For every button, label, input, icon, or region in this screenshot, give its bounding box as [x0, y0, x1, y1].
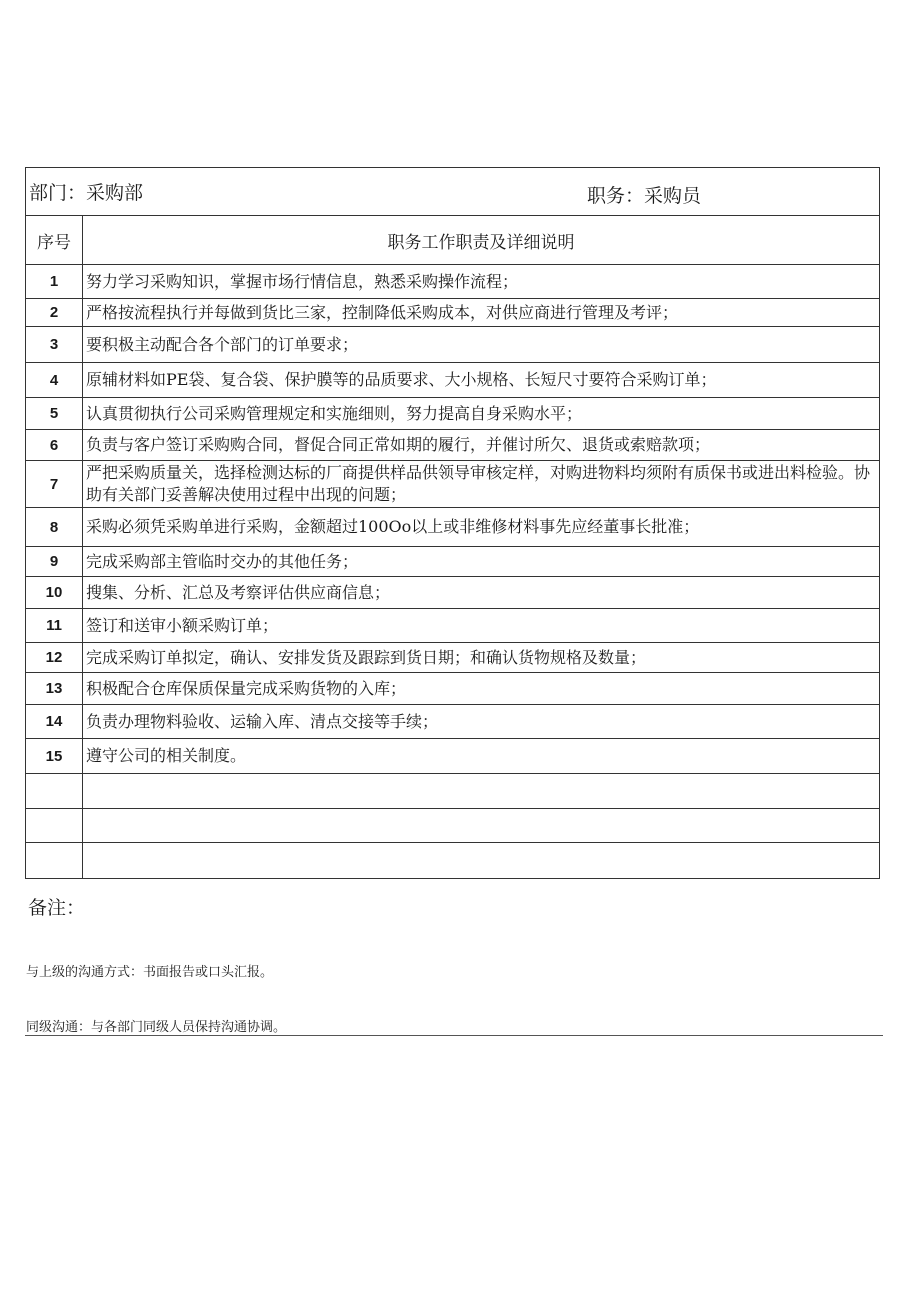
row-number: 4 [26, 363, 83, 398]
row-number: 2 [26, 299, 83, 327]
table-row [26, 398, 880, 430]
empty-row [26, 843, 880, 879]
remarks-label: 备注： [28, 897, 86, 919]
department-label: 部门：采购部 [26, 168, 880, 216]
row-text: 负责与客户签订采购购合同，督促合同正常如期的履行，并催讨所欠、退货或索赔款项； [83, 430, 880, 461]
table-row [26, 739, 880, 774]
empty-cell [83, 843, 880, 879]
row-text: 遵守公司的相关制度。 [83, 739, 880, 774]
table-row [26, 265, 880, 299]
row-number: 14 [26, 705, 83, 739]
position-label: 职务：采购员 [587, 185, 702, 207]
empty-row [26, 809, 880, 843]
row-text: 搜集、分析、汇总及考察评估供应商信息； [83, 577, 880, 609]
row-number: 8 [26, 508, 83, 547]
duties-table [25, 167, 880, 879]
empty-cell [26, 774, 83, 809]
row-text: 严把采购质量关，选择检测达标的厂商提供样品供领导审核定样，对购进物料均须附有质保书或进出料检验。协助有关部门妥善解决使用过程中出现的问题； [83, 461, 880, 508]
row-number: 3 [26, 327, 83, 363]
table-row [26, 673, 880, 705]
table-row [26, 299, 880, 327]
table-row [26, 705, 880, 739]
table-row [26, 327, 880, 363]
row-number: 7 [26, 461, 83, 508]
index-column-header: 序号 [26, 216, 83, 265]
empty-cell [83, 809, 880, 843]
row-text: 采购必须凭采购单进行采购，金额超过100Oo以上或非维修材料事先应经董事长批准； [83, 508, 880, 547]
table-row [26, 461, 880, 508]
column-header-row [26, 216, 880, 265]
table-row [26, 430, 880, 461]
row-number: 11 [26, 609, 83, 643]
header-row [26, 168, 880, 216]
row-number: 12 [26, 643, 83, 673]
row-text: 积极配合仓库保质保量完成采购货物的入库； [83, 673, 880, 705]
table-row [26, 363, 880, 398]
row-text: 原辅材料如PE袋、复合袋、保护膜等的品质要求、大小规格、长短尺寸要符合采购订单； [83, 363, 880, 398]
row-number: 1 [26, 265, 83, 299]
empty-row [26, 774, 880, 809]
row-number: 10 [26, 577, 83, 609]
row-text: 完成采购部主管临时交办的其他任务； [83, 547, 880, 577]
row-text: 签订和送审小额采购订单； [83, 609, 880, 643]
row-text: 努力学习采购知识，掌握市场行情信息，熟悉采购操作流程； [83, 265, 880, 299]
table-row [26, 508, 880, 547]
empty-cell [26, 809, 83, 843]
table-row [26, 547, 880, 577]
divider-line [25, 1035, 883, 1036]
description-column-header: 职务工作职责及详细说明 [83, 216, 880, 265]
row-number: 5 [26, 398, 83, 430]
table-row [26, 609, 880, 643]
empty-cell [83, 774, 880, 809]
row-number: 6 [26, 430, 83, 461]
row-text: 完成采购订单拟定，确认、安排发货及跟踪到货日期；和确认货物规格及数量； [83, 643, 880, 673]
table-row [26, 577, 880, 609]
row-number: 15 [26, 739, 83, 774]
table-row [26, 643, 880, 673]
empty-cell [26, 843, 83, 879]
row-number: 9 [26, 547, 83, 577]
row-text: 严格按流程执行并每做到货比三家，控制降低采购成本，对供应商进行管理及考评； [83, 299, 880, 327]
peer-communication-text: 同级沟通：与各部门同级人员保持沟通协调。 [26, 1020, 287, 1035]
upward-communication-text: 与上级的沟通方式：书面报告或口头汇报。 [26, 965, 274, 980]
row-number: 13 [26, 673, 83, 705]
row-text: 认真贯彻执行公司采购管理规定和实施细则，努力提高自身采购水平； [83, 398, 880, 430]
row-text: 负责办理物料验收、运输入库、清点交接等手续； [83, 705, 880, 739]
row-text: 要积极主动配合各个部门的订单要求； [83, 327, 880, 363]
